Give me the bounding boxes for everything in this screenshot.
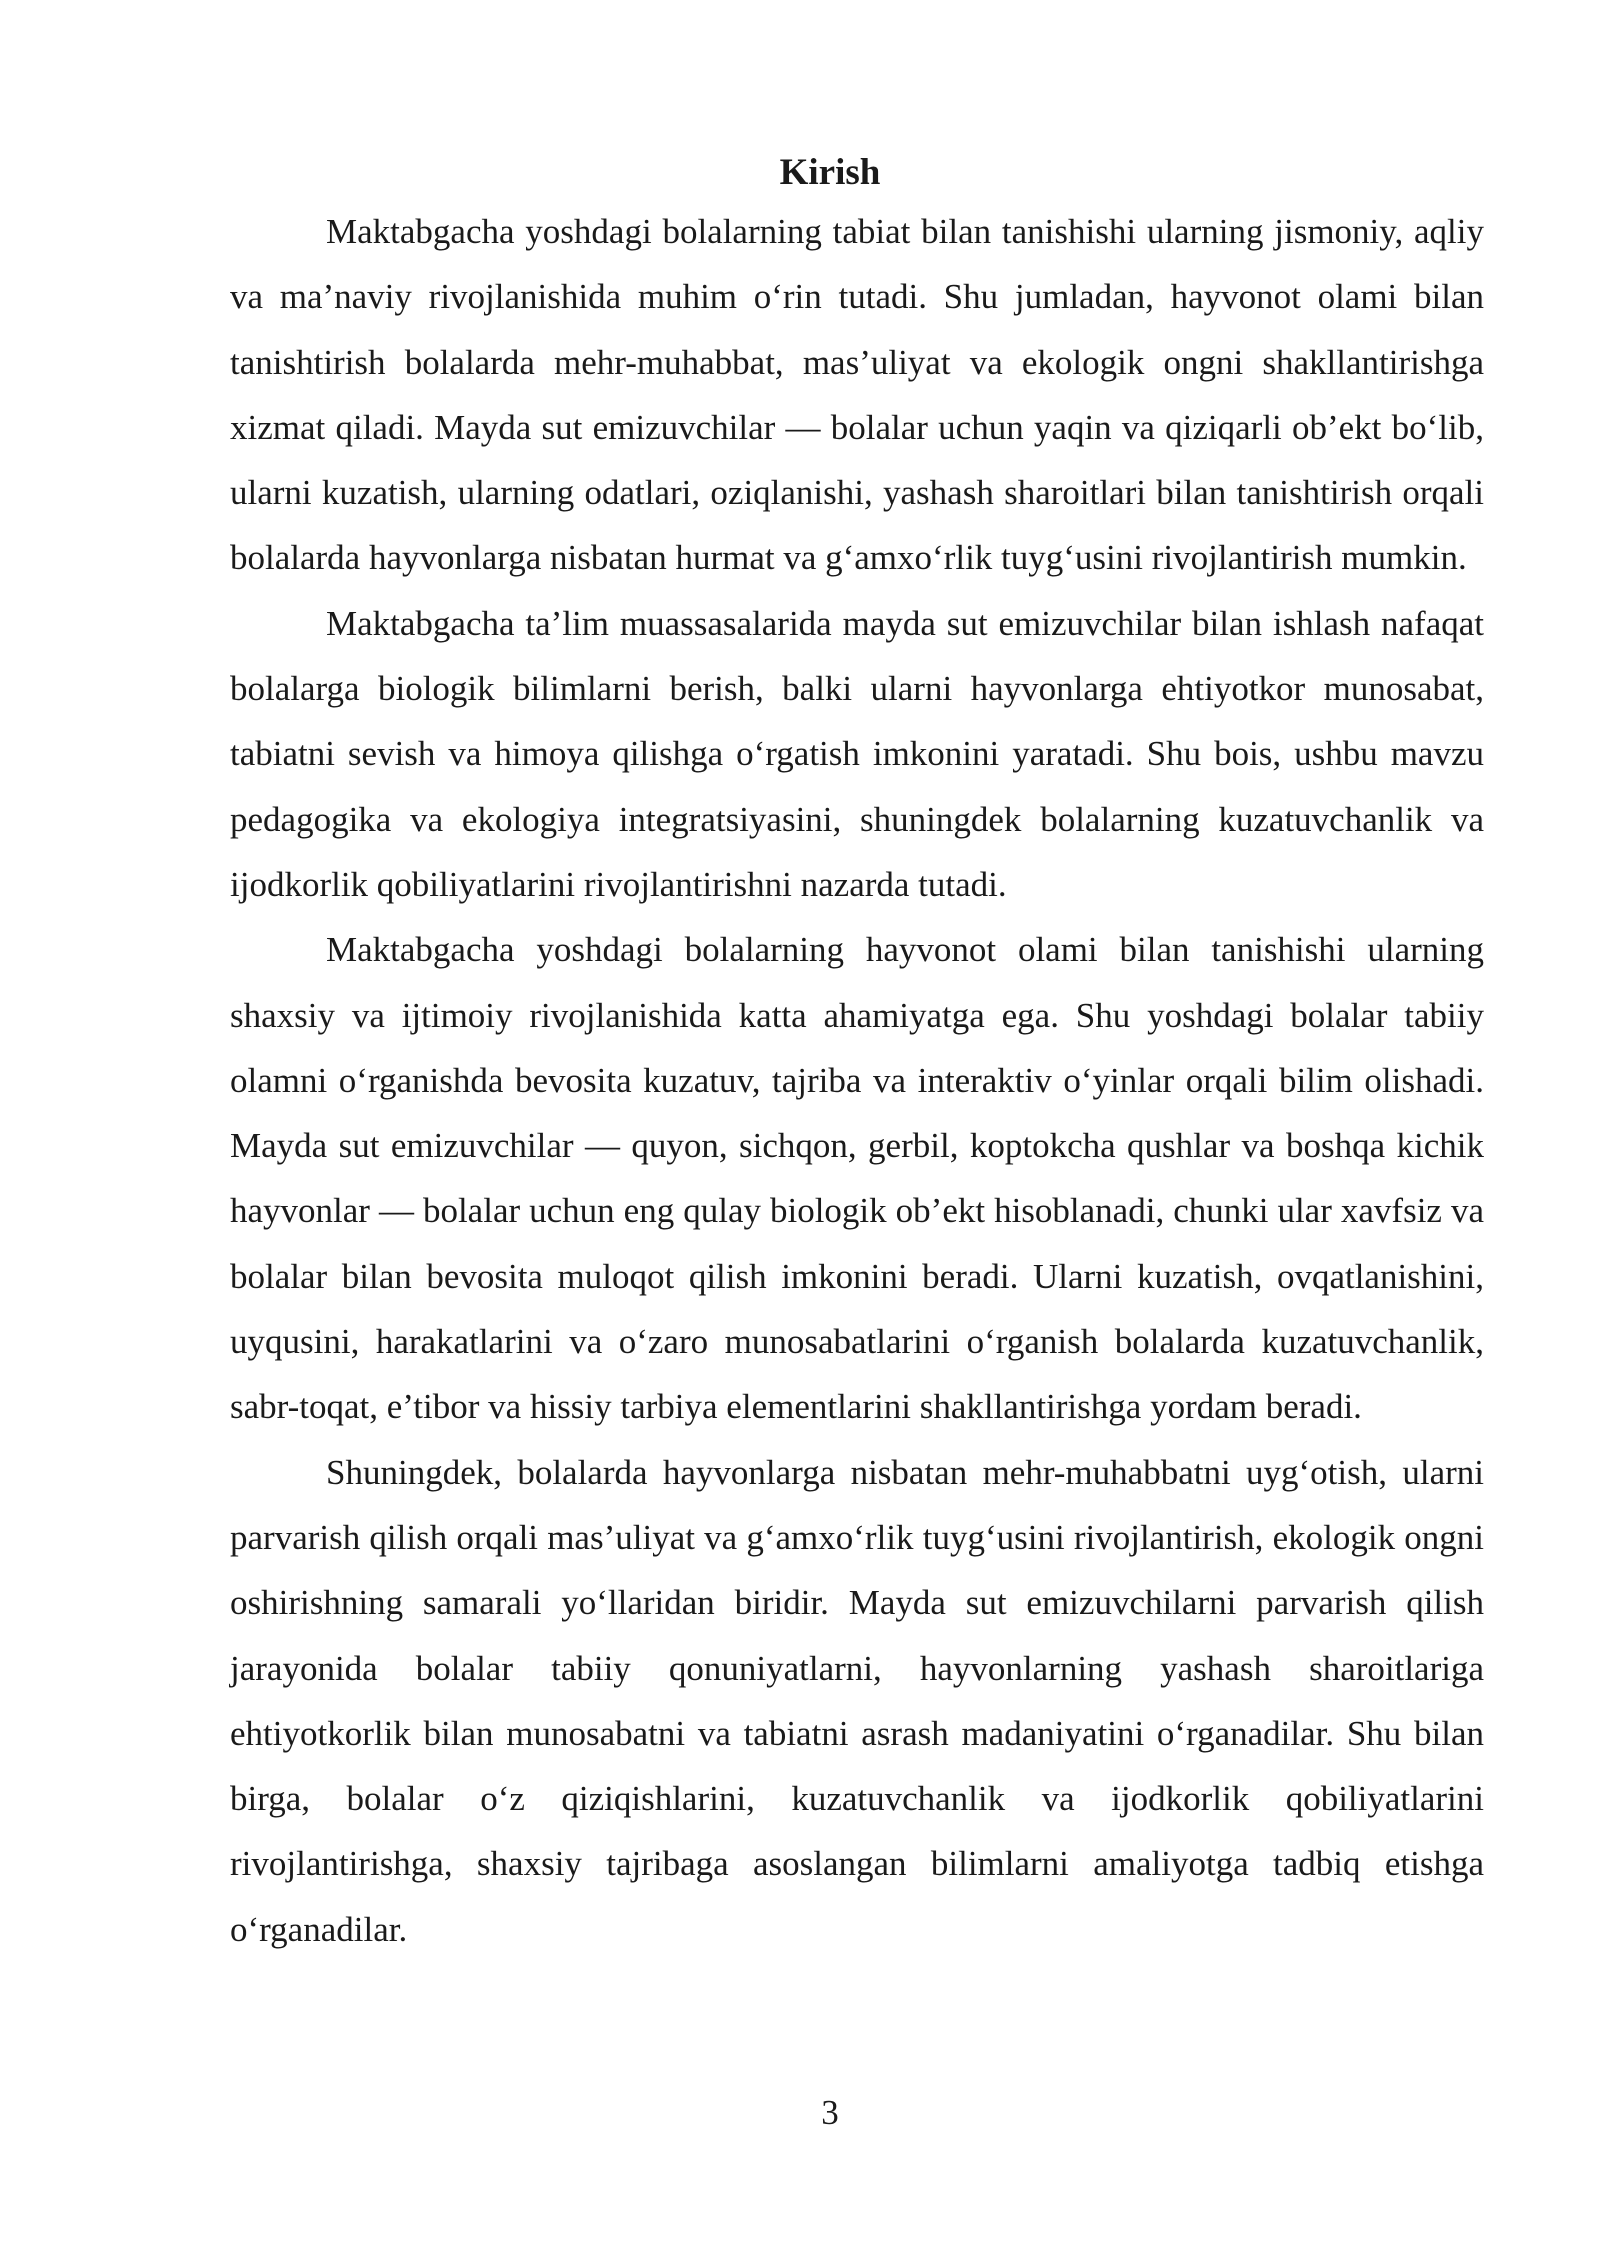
paragraph-3: Maktabgacha yoshdagi bolalarning hayvonot olami bilan tanishishi ularning shaxsiy va ijtimoiy rivojlanishida katta ahamiyatga ega. Shu yoshdagi bolalar tabiiy olamni o‘rganishda bevosita kuzatuv, tajriba va interaktiv o‘yinlar orqali bilim olishadi. Mayda sut emizuvchilar — quyon, sichqon, gerbil, koptokcha qushlar va boshqa kichik hayvonlar — bolalar uchun eng qulay biologik ob’ekt hisoblanadi, chunki ular xavfsiz va bolalar bilan bevosita muloqot qilish imkonini beradi. Ularni kuzatish, ovqatlanishini, uyqusini, harakatlarini va o‘zaro munosabatlarini o‘rganish bolalarda kuzatuvchanlik, sabr-toqat, e’tibor va hissiy tarbiya elementlarini shakllantirishga yordam beradi. [230, 930, 1484, 1427]
page-title: Kirish [779, 152, 881, 193]
paragraph-2: Maktabgacha ta’lim muassasalarida mayda sut emizuvchilar bilan ishlash nafaqat bolalarga biologik bilimlarni berish, balki ularni hayvonlarga ehtiyotkor munosabat, tabiatni sevish va himoya qilishga o‘rgatish imkonini yaratadi. Shu bois, ushbu mavzu pedagogika va ekologiya integratsiyasini, shuningdek bolalarning kuzatuvchanlik va ijodkorlik qobiliyatlarini rivojlantirishni nazarda tutadi. [230, 603, 1484, 904]
page-number: 3 [821, 2093, 839, 2132]
paragraph-1: Maktabgacha yoshdagi bolalarning tabiat bilan tanishishi ularning jismoniy, aqliy va ma’naviy rivojlanishida muhim o‘rin tutadi. Shu jumladan, hayvonot olami bilan tanishtirish bolalarda mehr-muhabbat, mas’uliyat va ekologik ongni shakllantirishga xizmat qiladi. Mayda sut emizuvchilar — bolalar uchun yaqin va qiziqarli ob’ekt bo‘lib, ularni kuzatish, ularning odatlari, oziqlanishi, yashash sharoitlari bilan tanishtirish orqali bolalarda hayvonlarga nisbatan hurmat va g‘amxo‘rlik tuyg‘usini rivojlantirish mumkin. [230, 212, 1484, 578]
body-text [230, 199, 1484, 1962]
paragraph-4: Shuningdek, bolalarda hayvonlarga nisbatan mehr-muhabbatni uyg‘otish, ularni parvarish qilish orqali mas’uliyat va g‘amxo‘rlik tuyg‘usini rivojlantirish, ekologik ongni oshirishning samarali yo‘llaridan biridir. Mayda sut emizuvchilarni parvarish qilish jarayonida bolalar tabiiy qonuniyatlarni, hayvonlarning yashash sharoitlariga ehtiyotkorlik bilan munosabatni va tabiatni asrash madaniyatini o‘rganadilar. Shu bilan birga, bolalar o‘z qiziqishlarini, kuzatuvchanlik va ijodkorlik qobiliyatlarini rivojlantirishga, shaxsiy tajribaga asoslangan bilimlarni amaliyotga tadbiq etishga o‘rganadilar. [230, 1452, 1484, 1949]
